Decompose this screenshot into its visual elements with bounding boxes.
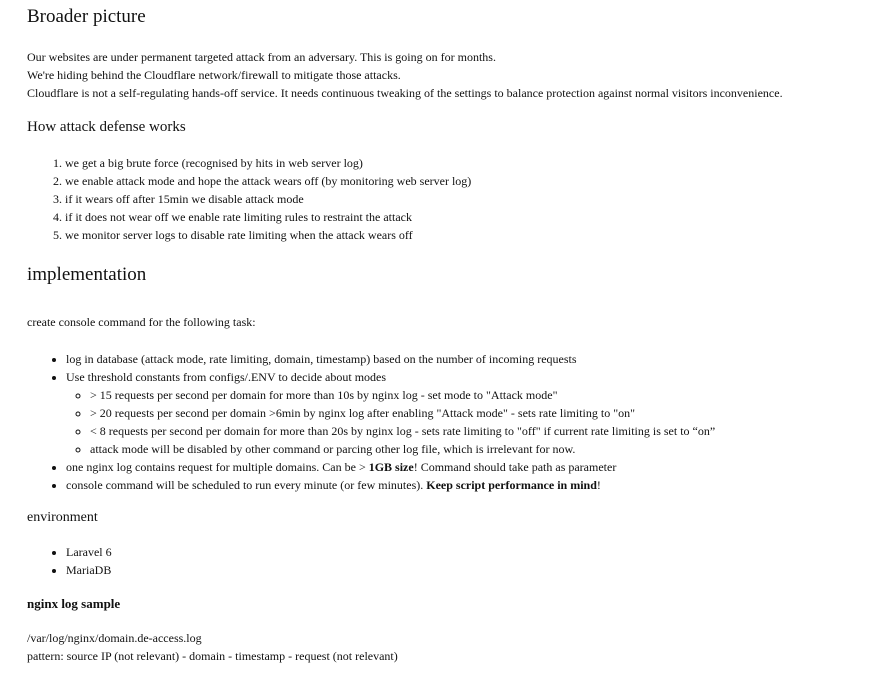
threshold-item: ◦ > 20 requests per second per domain >6min by nginx log after enabling "Attack mode" - sets rate limiting to "on" xyxy=(90,404,715,422)
intro-line-3: Cloudflare is not a self-regulating hands-off service. It needs continuous tweaking of the settings to balance protection against normal visitors inconvenience. xyxy=(27,86,783,100)
intro-line-2: We're hiding behind the Cloudflare network/firewall to mitigate those attacks. xyxy=(27,68,401,82)
intro-paragraph xyxy=(27,48,783,102)
environment-item: • MariaDB xyxy=(66,561,112,579)
step-item: 2. we enable attack mode and hope the attack wears off (by monitoring web server log) xyxy=(65,172,471,190)
environment-list xyxy=(27,543,112,579)
log-path: /var/log/nginx/domain.de-access.log xyxy=(27,631,202,645)
requirement-text: ! Command should take path as parameter xyxy=(413,460,617,474)
log-pattern: pattern: source IP (not relevant) - domain - timestamp - request (not relevant) xyxy=(27,649,398,663)
requirement-item xyxy=(66,368,715,458)
threshold-sublist xyxy=(66,386,715,458)
step-item: 1. we get a big brute force (recognised by hits in web server log) xyxy=(65,154,471,172)
step-item: 5. we monitor server logs to disable rate limiting when the attack wears off xyxy=(65,226,471,244)
bold-text: 1GB size xyxy=(368,460,414,474)
requirement-item xyxy=(66,458,715,476)
implementation-heading: implementation xyxy=(27,264,147,285)
threshold-item: ◦ < 8 requests per second per domain for more than 20s by nginx log - sets rate limiting to "off" if current rate limiting is set to “on” xyxy=(90,422,715,440)
nginx-log-details xyxy=(27,629,398,665)
requirement-text: ! xyxy=(596,478,601,492)
step-item: 3. if it wears off after 15min we disable attack mode xyxy=(65,190,471,208)
attack-defense-steps xyxy=(27,154,471,244)
bold-text: Keep script performance in mind xyxy=(426,478,597,492)
requirement-text: one nginx log contains request for multiple domains. Can be > xyxy=(66,460,369,474)
attack-defense-heading: How attack defense works xyxy=(27,119,186,135)
broader-picture-heading: Broader picture xyxy=(27,6,146,27)
environment-item: • Laravel 6 xyxy=(66,543,112,561)
threshold-item: ◦ > 15 requests per second per domain for more than 10s by nginx log - set mode to "Attack mode" xyxy=(90,386,715,404)
task-description: create console command for the following task: xyxy=(27,315,256,329)
threshold-item: ◦ attack mode will be disabled by other command or parcing other log file, which is irrelevant for now. xyxy=(90,440,715,458)
nginx-log-heading: nginx log sample xyxy=(27,596,121,611)
requirement-text: Use threshold constants from configs/.ENV to decide about modes xyxy=(66,370,387,384)
environment-heading: environment xyxy=(27,510,98,525)
requirement-item: • log in database (attack mode, rate limiting, domain, timestamp) based on the number of incoming requests xyxy=(66,350,715,368)
intro-line-1: Our websites are under permanent targeted attack from an adversary. This is going on for months. xyxy=(27,50,496,64)
requirement-item xyxy=(66,476,715,494)
requirements-list xyxy=(27,350,715,494)
step-item: 4. if it does not wear off we enable rate limiting rules to restraint the attack xyxy=(65,208,471,226)
requirement-text: console command will be scheduled to run every minute (or few minutes). xyxy=(66,478,427,492)
